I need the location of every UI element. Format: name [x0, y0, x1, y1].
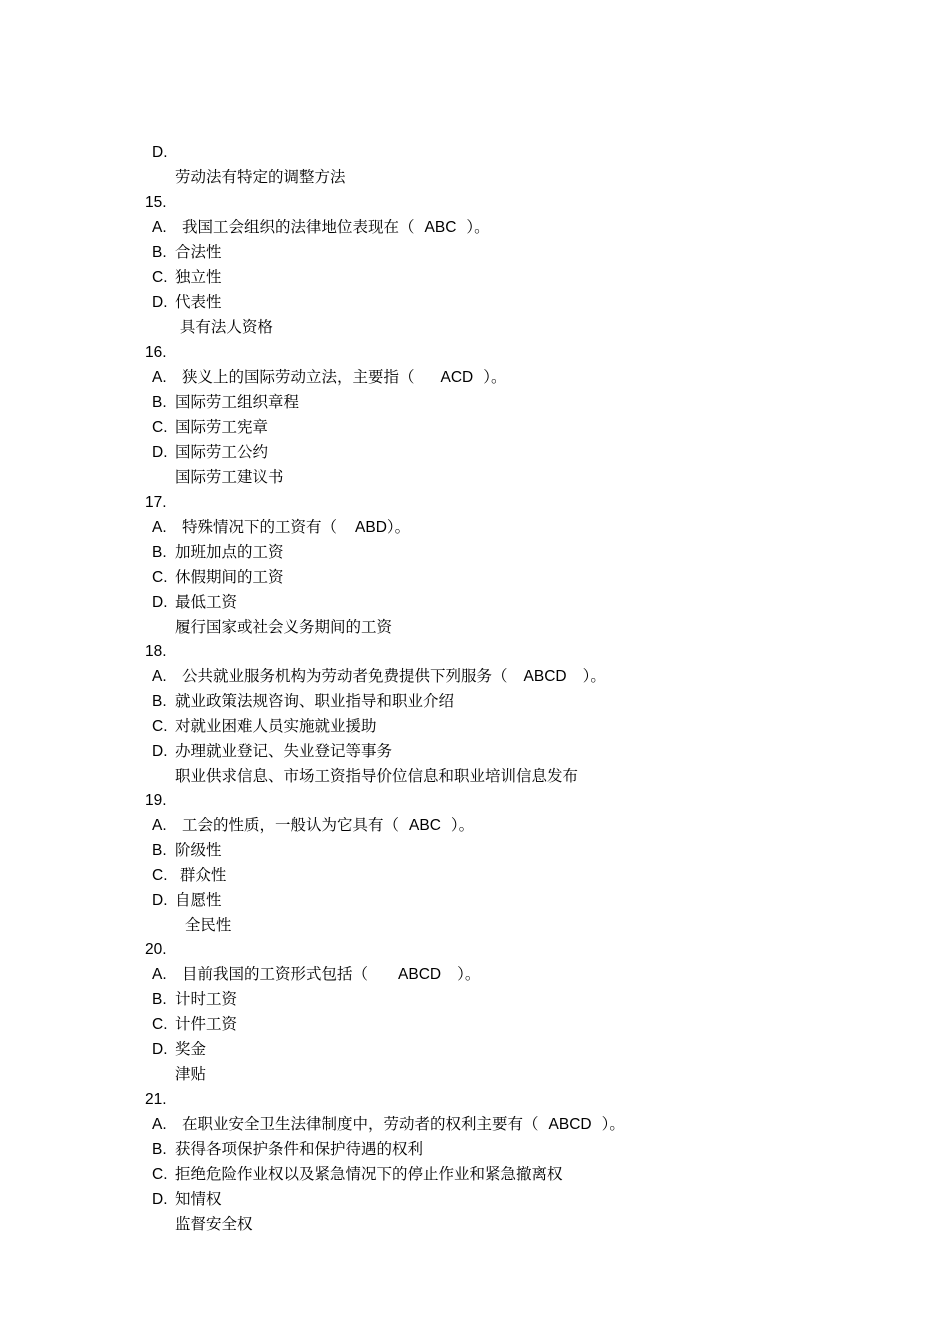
question-number: 17. — [145, 494, 167, 511]
option-letter: D. — [152, 1191, 168, 1208]
option-letter: C. — [152, 419, 168, 436]
option-letter: A. — [152, 519, 167, 536]
answer-text: ABC — [424, 219, 457, 236]
option-text: 履行国家或社会义务期间的工资 — [175, 618, 393, 636]
question-number: 16. — [145, 344, 167, 361]
stem-after: ）。 — [386, 518, 411, 536]
option-letter: C. — [152, 718, 168, 735]
question-number: 21. — [145, 1091, 167, 1108]
question-text — [182, 365, 507, 390]
option-letter: C. — [152, 569, 168, 586]
option-text: 对就业困难人员实施就业援助 — [175, 717, 377, 735]
option-text: 国际劳工宪章 — [175, 418, 269, 436]
option-text: 拒绝危险作业权以及紧急情况下的停止作业和紧急撤离权 — [175, 1165, 563, 1183]
option-letter: B. — [152, 394, 167, 411]
stem-before: 我国工会组织的法律地位表现在（ — [182, 218, 415, 236]
answer-text: ABC — [409, 817, 441, 834]
option-letter: B. — [152, 244, 167, 261]
option-text: 计件工资 — [175, 1015, 238, 1033]
stem-before: 目前我国的工资形式包括（ — [182, 965, 369, 983]
option-letter: C. — [152, 269, 168, 286]
option-letter: C. — [152, 867, 168, 884]
option-text: 自愿性 — [175, 891, 222, 909]
option-text: 奖金 — [175, 1040, 207, 1058]
question-number: 18. — [145, 643, 167, 660]
option-letter: D. — [152, 743, 168, 760]
question-text — [182, 515, 410, 540]
option-letter: D. — [152, 144, 168, 161]
option-text: 获得各项保护条件和保护待遇的权利 — [175, 1140, 424, 1158]
question-text — [182, 1112, 625, 1137]
option-text: 知情权 — [175, 1190, 222, 1208]
question-number: 19. — [145, 792, 167, 809]
option-text: 全民性 — [175, 916, 232, 934]
stem-before: 公共就业服务机构为劳动者免费提供下列服务（ — [182, 667, 508, 685]
option-text: 劳动法有特定的调整方法 — [175, 168, 346, 186]
option-letter: A. — [152, 1116, 167, 1133]
stem-after: ）。 — [457, 965, 481, 983]
stem-after: ）。 — [483, 368, 507, 386]
question-text — [182, 962, 480, 987]
question-number: 20. — [145, 941, 167, 958]
option-text: 国际劳工建议书 — [175, 468, 284, 486]
question-number: 15. — [145, 194, 167, 211]
stem-after: ）。 — [601, 1115, 625, 1133]
option-letter: D. — [152, 294, 168, 311]
option-letter: B. — [152, 842, 167, 859]
stem-before: 狭义上的国际劳动立法，主要指（ — [182, 368, 415, 386]
option-letter: A. — [152, 668, 167, 685]
option-text: 具有法人资格 — [175, 318, 273, 336]
answer-text: ABCD — [523, 668, 567, 685]
option-letter: D. — [152, 594, 168, 611]
option-letter: B. — [152, 1141, 167, 1158]
option-text: 合法性 — [175, 243, 222, 261]
option-letter: B. — [152, 544, 167, 561]
answer-text: ABCD — [548, 1116, 592, 1133]
option-letter: D. — [152, 1041, 168, 1058]
option-text: 加班加点的工资 — [175, 543, 284, 561]
answer-text: ABCD — [398, 966, 442, 983]
question-text — [182, 664, 606, 689]
option-text: 职业供求信息、市场工资指导价位信息和职业培训信息发布 — [175, 767, 579, 785]
leading-option — [0, 115, 346, 186]
question-text — [182, 813, 474, 838]
option-letter: C. — [152, 1016, 168, 1033]
option-text: 群众性 — [175, 866, 227, 884]
option-text: 国际劳工组织章程 — [175, 393, 300, 411]
option-letter: A. — [152, 369, 167, 386]
option-text: 计时工资 — [175, 990, 238, 1008]
stem-before: 在职业安全卫生法律制度中，劳动者的权利主要有（ — [182, 1115, 539, 1133]
answer-text: ACD — [440, 369, 474, 386]
option-text: 阶级性 — [175, 841, 222, 859]
answer-text: ABD — [355, 519, 387, 536]
option-letter: A. — [152, 219, 167, 236]
option-text: 代表性 — [175, 293, 222, 311]
stem-before: 特殊情况下的工资有（ — [182, 518, 338, 536]
option-text: 监督安全权 — [175, 1215, 253, 1233]
option-text: 独立性 — [175, 268, 222, 286]
option-text: 就业政策法规咨询、职业指导和职业介绍 — [175, 692, 455, 710]
stem-after: ）。 — [466, 218, 490, 236]
option-text: 国际劳工公约 — [175, 443, 269, 461]
question-text — [182, 215, 490, 240]
option-letter: C. — [152, 1166, 168, 1183]
option-letter: D. — [152, 444, 168, 461]
stem-before: 工会的性质，一般认为它具有（ — [182, 816, 400, 834]
stem-after: ）。 — [582, 667, 606, 685]
option-letter: B. — [152, 991, 167, 1008]
option-text: 休假期间的工资 — [175, 568, 284, 586]
option-text: 办理就业登记、失业登记等事务 — [175, 742, 393, 760]
option-row — [0, 1137, 222, 1208]
option-letter: A. — [152, 966, 167, 983]
option-letter: B. — [152, 693, 167, 710]
option-letter: A. — [152, 817, 167, 834]
option-text: 最低工资 — [175, 593, 238, 611]
option-letter: D. — [152, 892, 168, 909]
option-text: 津贴 — [175, 1065, 207, 1083]
stem-after: ）。 — [450, 816, 475, 834]
